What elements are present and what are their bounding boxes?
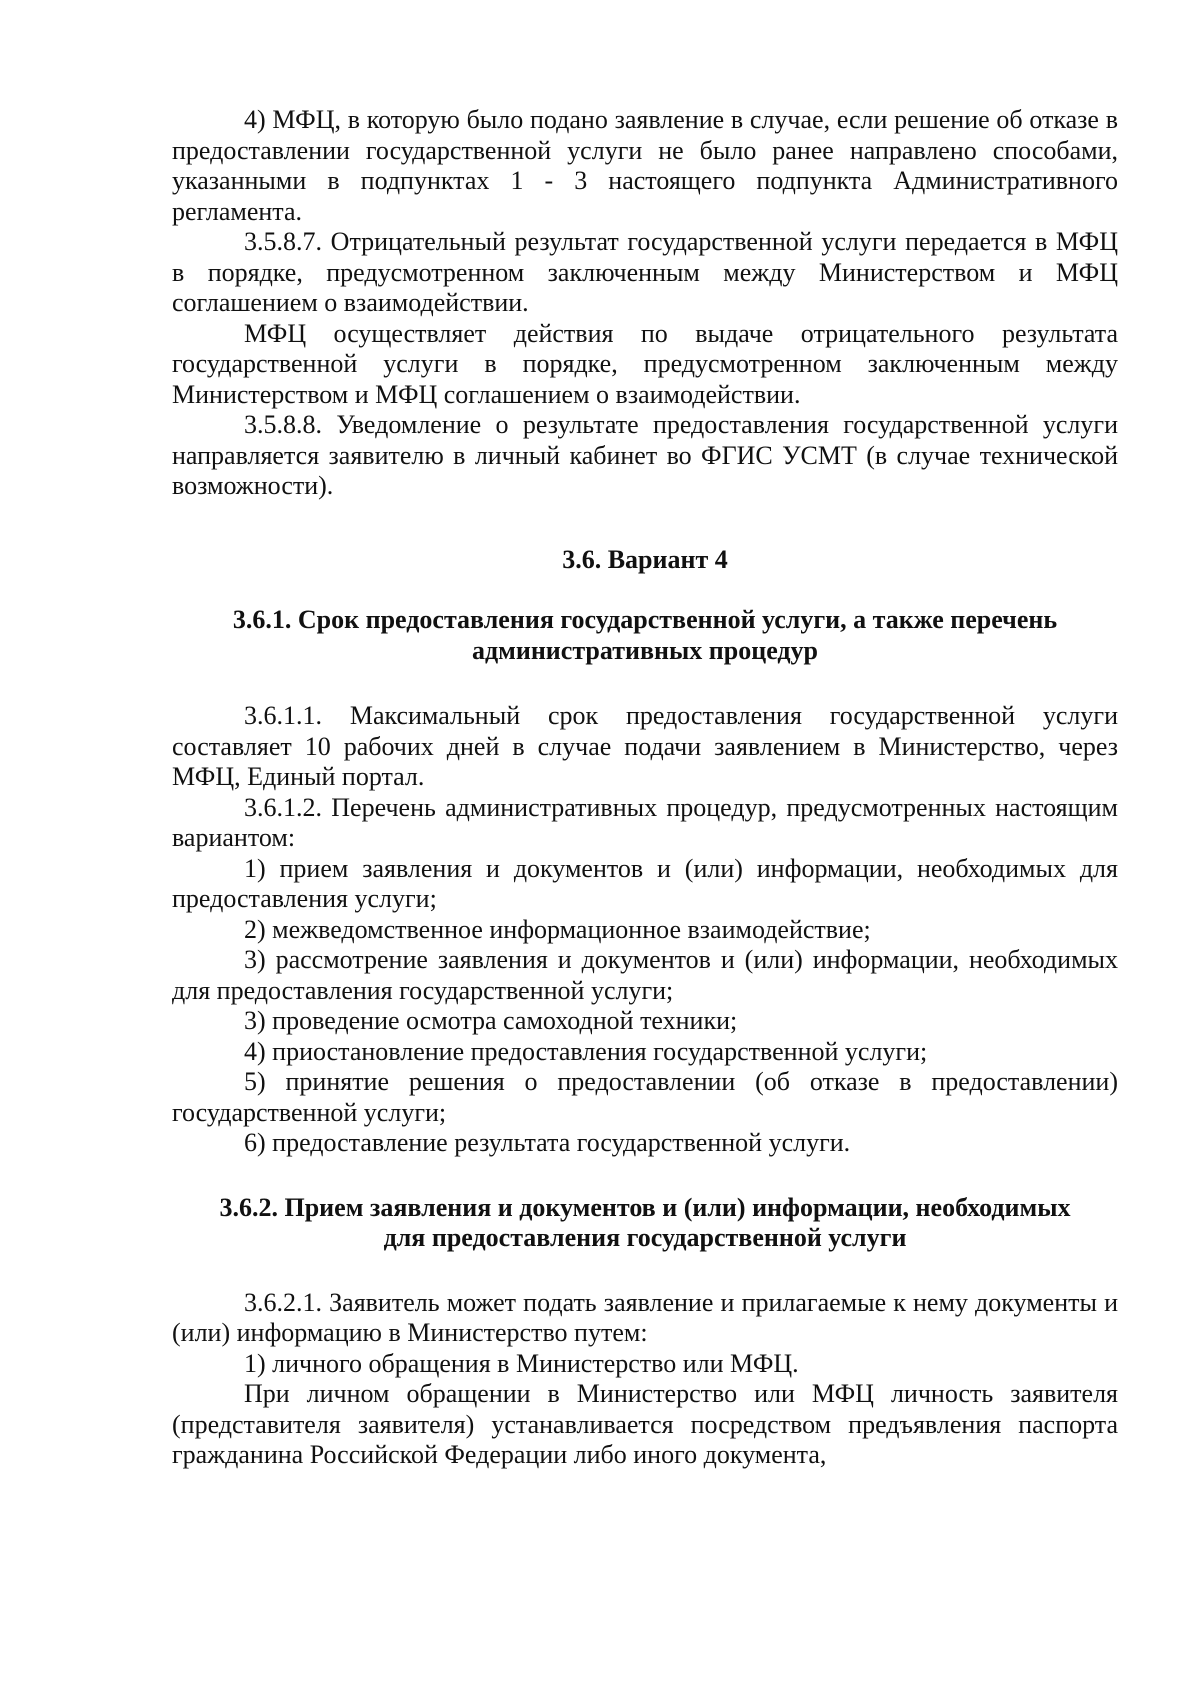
list-item: 3) рассмотрение заявления и документов и (или) информации, необходимых для предоставления государственной услуги; [172,945,1118,1005]
paragraph: При личном обращении в Министерство или МФЦ личность заявителя (представителя заявителя) устанавливается посредством предъявления паспорта гражданина Российской Федерации либо иного документа, [172,1379,1118,1469]
subsection-heading [172,605,1118,666]
list-item: 3) проведение осмотра самоходной техники; [244,1006,738,1035]
paragraph: 4) МФЦ, в которую было подано заявление в случае, если решение об отказе в предоставлении государственной услуги не было ранее направлено способами, указанными в подпунктах 1 - 3 настоящего подпункта Административного регламента. [172,105,1118,226]
list-item: 2) межведомственное информационное взаимодействие; [244,914,871,944]
list-item: 1) личного обращения в Министерство или МФЦ. [244,1348,799,1378]
list-item: 4) приостановление предоставления государственной услуги; [244,1036,928,1066]
paragraph: 3.6.1.2. Перечень административных процедур, предусмотренных настоящим вариантом: [172,792,1118,852]
subsection-heading [172,1193,1118,1254]
section-heading: 3.6. Вариант 4 [562,544,728,574]
subsection-heading-line: 3.6.2. Прием заявления и документов и (или) информации, необходимых [219,1192,1071,1222]
subsection-heading-line: 3.6.1. Срок предоставления государственной услуги, а также перечень [232,605,1058,634]
paragraph: 3.6.1.1. Максимальный срок предоставления государственной услуги составляет 10 рабочих дней в случае подачи заявлением в Министерство, через МФЦ, Единый портал. [172,701,1118,791]
paragraph: 3.5.8.7. Отрицательный результат государственной услуги передается в МФЦ в порядке, предусмотренном заключенным между Министерством и МФЦ соглашением о взаимодействии. [172,227,1118,317]
paragraph: 3.5.8.8. Уведомление о результате предоставления государственной услуги направляется заявителю в личный кабинет во ФГИС УСМТ (в случае технической возможности). [172,410,1118,500]
list-item: 1) прием заявления и документов и (или) информации, необходимых для предоставления услуги; [172,853,1118,913]
list-item: 6) предоставление результата государственной услуги. [244,1128,851,1157]
subsection-heading-line: административных процедур [471,635,819,665]
subsection-heading-line: для предоставления государственной услуги [383,1223,907,1252]
paragraph: МФЦ осуществляет действия по выдаче отрицательного результата государственной услуги в порядке, предусмотренном заключенным между Министерством и МФЦ соглашением о взаимодействии. [172,318,1118,409]
paragraph: 3.6.2.1. Заявитель может подать заявление и прилагаемые к нему документы и (или) информацию в Министерство путем: [172,1287,1118,1347]
list-item: 5) принятие решения о предоставлении (об отказе в предоставлении) государственной услуги; [172,1067,1118,1127]
